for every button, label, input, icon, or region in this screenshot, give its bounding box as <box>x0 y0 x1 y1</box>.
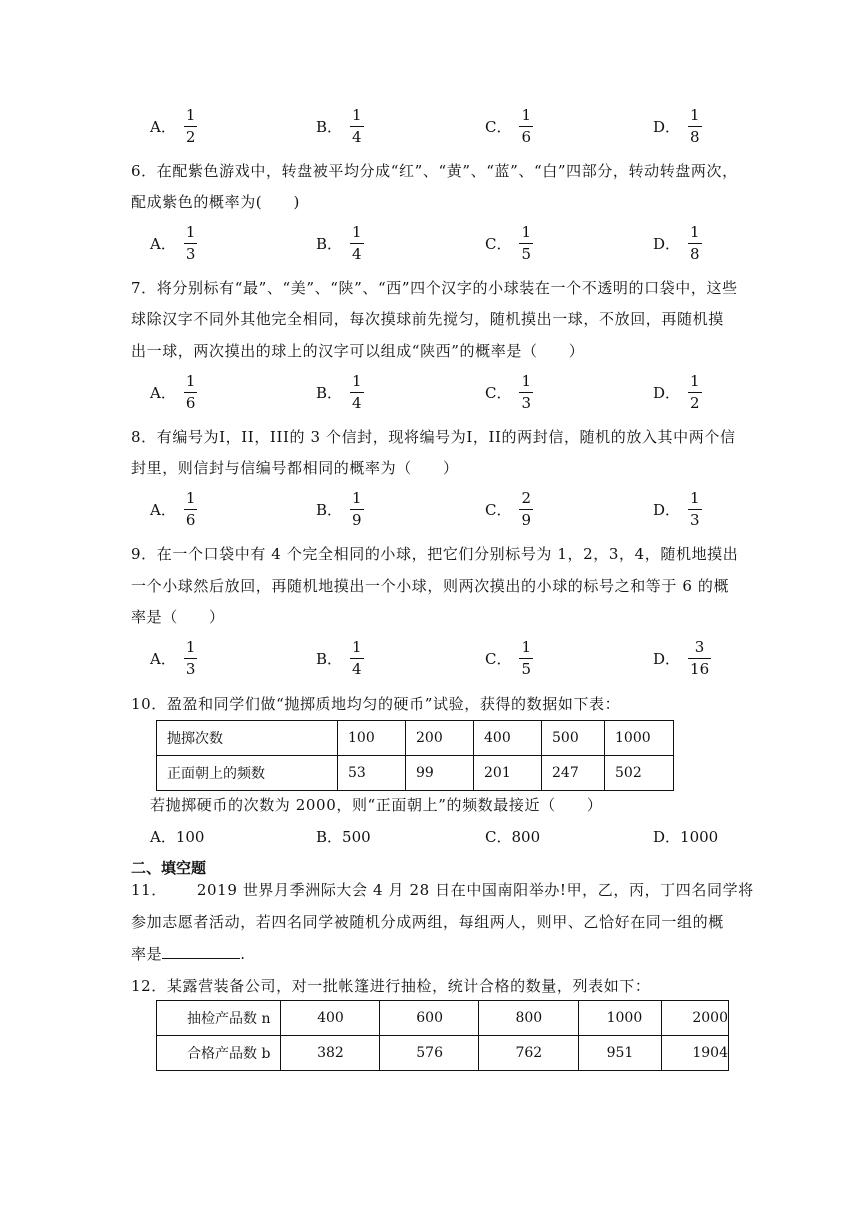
period: . <box>240 945 246 963</box>
fraction: $\frac{1}{9}$ <box>352 489 362 529</box>
q5-option-b <box>316 108 364 145</box>
q6-option-b <box>316 225 364 262</box>
q7-option-a <box>150 374 197 411</box>
table-cell: 正面朝上的频数 <box>157 756 338 791</box>
q8-text-line1: 8．有编号为I，II，III的 3 个信封，现将编号为I，II的两封信，随机的放入其中两个信 <box>131 428 736 446</box>
question-number: 11． <box>131 881 167 899</box>
fraction: $\frac{3}{16}$ <box>690 638 710 678</box>
q7-text-line3: 出一球，两次摸出的球上的汉字可以组成“陕西”的概率是（ ） <box>131 342 585 360</box>
q7-text-line1: 7．将分别标有“最”、“美”、“陕”、“西”四个汉字的小球装在一个不透明的口袋中，这些 <box>131 279 738 297</box>
fraction: $\frac{1}{4}$ <box>352 223 362 263</box>
fraction: $\frac{1}{3}$ <box>185 223 196 263</box>
table-cell: 500 <box>542 721 605 756</box>
table-cell: 2000 <box>662 1001 729 1036</box>
table-cell: 1000 <box>578 1001 662 1036</box>
q9-option-b <box>316 640 364 677</box>
q6-option-a <box>150 225 197 262</box>
q9-text-line2: 一个小球然后放回，再随机地摸出一个小球，则两次摸出的小球的标号之和等于 6 的概 <box>131 577 730 595</box>
q11-text-line3 <box>131 943 246 964</box>
table-row <box>157 721 674 756</box>
table-cell: 502 <box>605 756 674 791</box>
q9-option-d <box>653 640 711 677</box>
fraction: $\frac{1}{2}$ <box>690 372 700 412</box>
option-label: B． <box>316 650 343 668</box>
q10-option-c: C．800 <box>485 828 541 846</box>
option-label: A． <box>150 235 176 253</box>
fraction: $\frac{1}{4}$ <box>352 106 362 146</box>
table-cell: 951 <box>578 1036 662 1071</box>
table-cell: 抛掷次数 <box>157 721 338 756</box>
fraction: $\frac{1}{6}$ <box>185 372 196 412</box>
table-cell: 800 <box>479 1001 578 1036</box>
table-cell: 201 <box>474 756 542 791</box>
table-cell: 99 <box>406 756 474 791</box>
table-cell: 200 <box>406 721 474 756</box>
table-cell: 762 <box>479 1036 578 1071</box>
q6-option-d <box>653 225 702 262</box>
q10-text-line1: 10．盈盈和同学们做“抛掷质地均匀的硬币”试验，获得的数据如下表： <box>131 695 621 713</box>
q8-text-line2: 封里，则信封与信编号都相同的概率为（ ） <box>131 459 459 477</box>
fraction: $\frac{1}{4}$ <box>352 372 362 412</box>
option-label: B． <box>316 118 343 136</box>
table-cell: 1904 <box>662 1036 729 1071</box>
q8-option-c <box>485 491 533 528</box>
fraction: $\frac{1}{3}$ <box>690 489 700 529</box>
q10-option-b: B．500 <box>316 828 371 846</box>
q10-data-table <box>156 720 674 791</box>
question-text: 2019 世界月季洲际大会 4 月 28 日在中国南阳举办!甲，乙，丙，丁四名同学将 <box>196 881 754 899</box>
q7-option-b <box>316 374 364 411</box>
q7-text-line2: 球除汉字不同外其他完全相同，每次摸球前先搅匀，随机摸出一球，不放回，再随机摸 <box>131 310 724 328</box>
q8-option-b <box>316 491 364 528</box>
q7-option-c <box>485 374 533 411</box>
option-label: B． <box>316 501 343 519</box>
fraction: $\frac{1}{6}$ <box>521 106 532 146</box>
table-cell: 400 <box>474 721 542 756</box>
q9-text-line3: 率是（ ） <box>131 608 225 626</box>
table-cell: 抽检产品数 n <box>157 1001 281 1036</box>
option-label: C． <box>485 384 512 402</box>
table-cell: 576 <box>380 1036 479 1071</box>
fraction: $\frac{1}{8}$ <box>690 223 700 263</box>
q8-option-d <box>653 491 702 528</box>
q11-text-line2: 参加志愿者活动，若四名同学被随机分成两组，每组两人，则甲、乙恰好在同一组的概 <box>131 913 724 931</box>
table-cell: 400 <box>281 1001 380 1036</box>
q6-text-line1: 6．在配紫色游戏中，转盘被平均分成“红”、“黄”、“蓝”、“白”四部分，转动转盘两次， <box>131 162 738 180</box>
fraction: $\frac{1}{5}$ <box>521 638 532 678</box>
q6-text-line2: 配成紫色的概率为( ) <box>131 193 300 211</box>
q10-option-a: A．100 <box>150 828 205 846</box>
option-label: A． <box>150 118 176 136</box>
fraction: $\frac{2}{9}$ <box>521 489 532 529</box>
q9-option-c <box>485 640 533 677</box>
table-cell: 100 <box>338 721 406 756</box>
fraction: $\frac{1}{6}$ <box>185 489 196 529</box>
table-cell: 1000 <box>605 721 674 756</box>
q5-option-a <box>150 108 197 145</box>
fraction: $\frac{1}{3}$ <box>521 372 532 412</box>
option-label: A． <box>150 384 176 402</box>
q10-text-line2: 若抛掷硬币的次数为 2000，则“正面朝上”的频数最接近（ ） <box>150 796 603 814</box>
q9-text-line1: 9．在一个口袋中有 4 个完全相同的小球，把它们分别标号为 1，2，3，4，随机地摸出 <box>131 545 739 563</box>
option-label: D． <box>653 650 681 668</box>
table-cell: 合格产品数 b <box>157 1036 281 1071</box>
q7-option-d <box>653 374 702 411</box>
q8-option-a <box>150 491 197 528</box>
option-label: D． <box>653 501 681 519</box>
option-label: C． <box>485 235 512 253</box>
q9-option-a <box>150 640 197 677</box>
question-text: 率是 <box>131 945 163 963</box>
table-cell: 247 <box>542 756 605 791</box>
option-label: A． <box>150 501 176 519</box>
option-label: B． <box>316 235 343 253</box>
table-row <box>157 756 674 791</box>
fraction: $\frac{1}{3}$ <box>185 638 196 678</box>
q12-text-line1: 12．某露营装备公司，对一批帐篷进行抽检，统计合格的数量，列表如下： <box>131 977 651 995</box>
q5-option-d <box>653 108 702 145</box>
answer-blank[interactable] <box>162 944 240 959</box>
fraction: $\frac{1}{2}$ <box>185 106 196 146</box>
option-label: C． <box>485 650 512 668</box>
option-label: C． <box>485 501 512 519</box>
table-row <box>157 1001 729 1036</box>
q12-data-table <box>156 1000 729 1071</box>
fraction: $\frac{1}{4}$ <box>352 638 362 678</box>
q10-option-d: D．1000 <box>653 828 719 846</box>
q5-option-c <box>485 108 533 145</box>
q11-text-line1 <box>131 879 754 900</box>
table-cell: 382 <box>281 1036 380 1071</box>
table-cell: 53 <box>338 756 406 791</box>
option-label: D． <box>653 118 681 136</box>
table-row <box>157 1036 729 1071</box>
option-label: B． <box>316 384 343 402</box>
q6-option-c <box>485 225 533 262</box>
section-heading: 二、填空题 <box>131 859 207 877</box>
option-label: C． <box>485 118 512 136</box>
fraction: $\frac{1}{8}$ <box>690 106 700 146</box>
option-label: D． <box>653 384 681 402</box>
option-label: D． <box>653 235 681 253</box>
option-label: A． <box>150 650 176 668</box>
fraction: $\frac{1}{5}$ <box>521 223 532 263</box>
table-cell: 600 <box>380 1001 479 1036</box>
